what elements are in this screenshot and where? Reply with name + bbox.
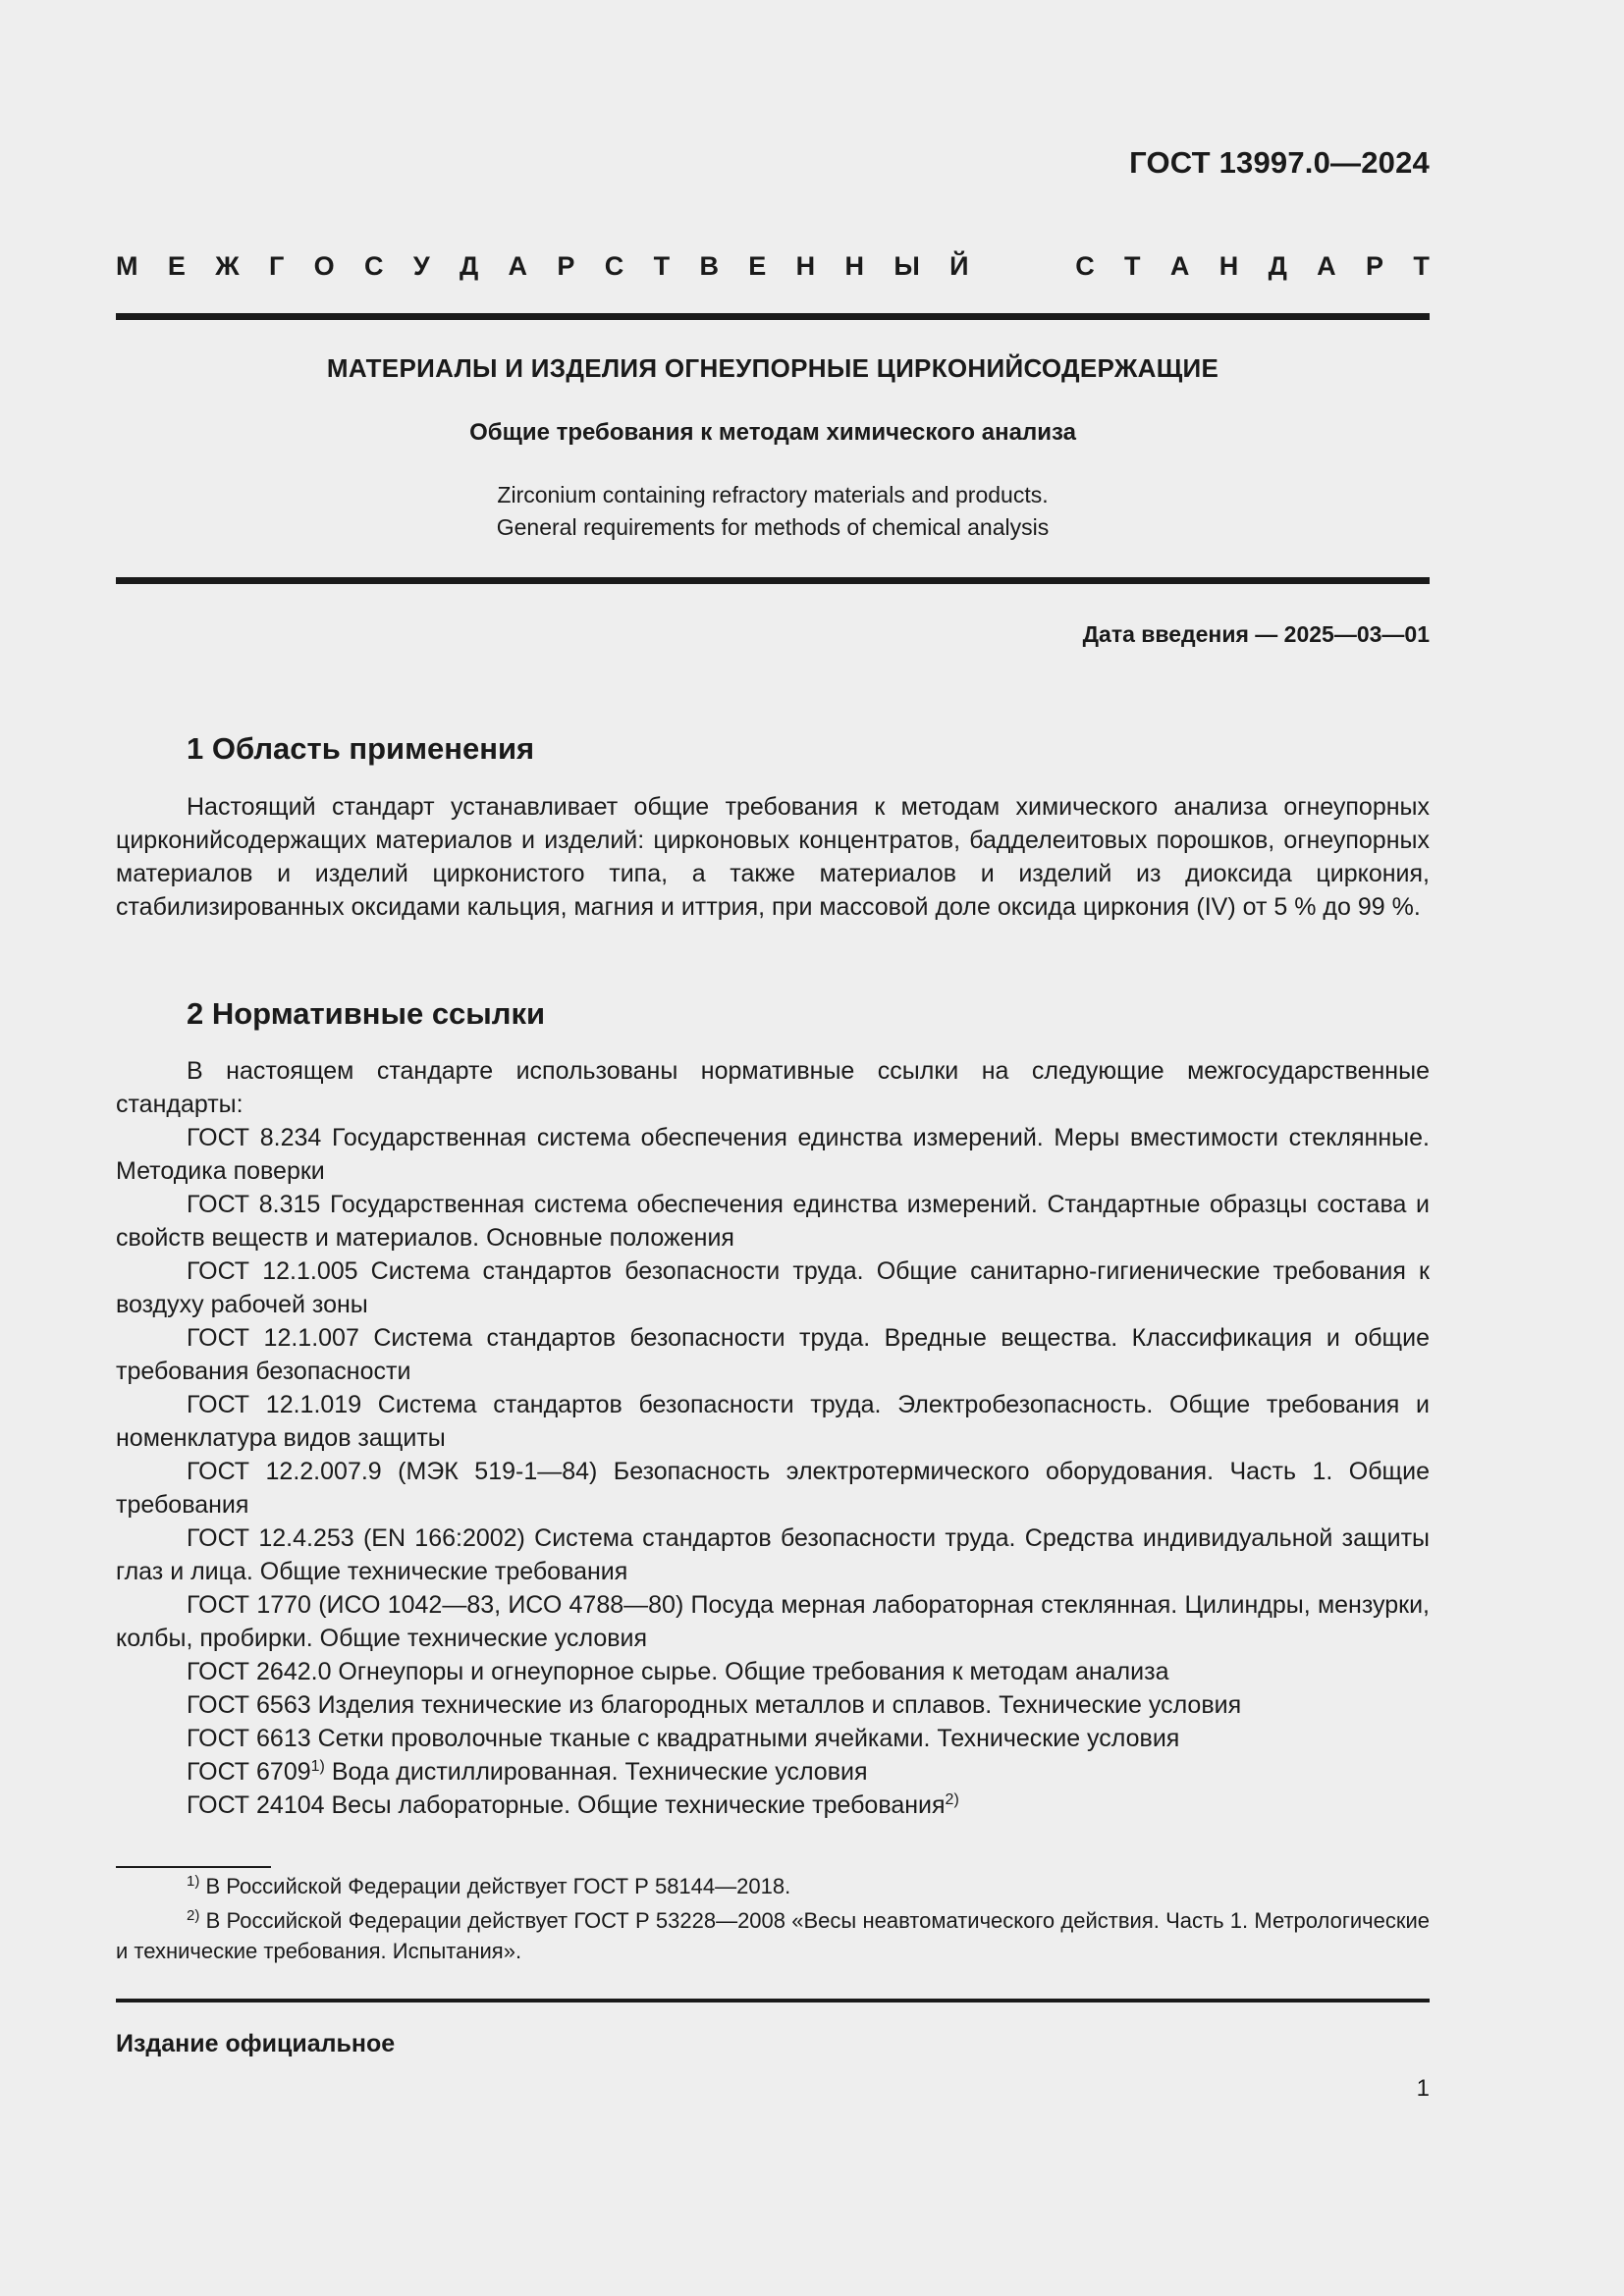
title-rule xyxy=(116,577,1430,584)
english-title-line-1: Zirconium containing refractory materials and products. xyxy=(497,482,1049,507)
reference-text: ГОСТ 24104 Весы лабораторные. Общие технические требования xyxy=(187,1791,946,1819)
heading-letter: Р xyxy=(557,251,575,281)
reference-item: ГОСТ 12.1.019 Система стандартов безопасности труда. Электробезопасность. Общие требования и номенклатура видов защиты xyxy=(116,1391,1430,1452)
heading-letter: О xyxy=(313,251,335,281)
reference-item-gost-6709 xyxy=(116,1755,1430,1789)
document-page xyxy=(116,0,1430,2296)
reference-item: ГОСТ 8.234 Государственная система обеспечения единства измерений. Меры вместимости стеклянные. Методика поверки xyxy=(116,1124,1430,1185)
footer-rule xyxy=(116,1999,1430,2002)
footnote-separator xyxy=(116,1866,271,1868)
footnotes xyxy=(116,1871,1430,1970)
normative-references-list xyxy=(116,1121,1430,1755)
heading-letter: М xyxy=(116,251,138,281)
heading-letter: А xyxy=(1169,251,1190,281)
heading-letter: Д xyxy=(459,251,479,281)
heading-letter: С xyxy=(604,251,624,281)
reference-item: ГОСТ 6563 Изделия технические из благородных металлов и сплавов. Технические условия xyxy=(187,1691,1242,1719)
gost-code: ГОСТ 13997.0—2024 xyxy=(1129,145,1430,180)
footnote-2 xyxy=(116,1905,1430,1966)
heading-letter: Т xyxy=(653,251,671,281)
page-number: 1 xyxy=(1416,2075,1430,2102)
official-edition-label: Издание официальное xyxy=(116,2030,396,2057)
footnote-ref-1: 1) xyxy=(310,1758,325,1775)
heading-letter: А xyxy=(508,251,528,281)
heading-letter: Ж xyxy=(215,251,240,281)
footnote-mark-2: 2) xyxy=(187,1907,200,1924)
heading-letter: В xyxy=(699,251,719,281)
heading-letter: С xyxy=(363,251,384,281)
reference-text: ГОСТ 6709 xyxy=(187,1758,311,1786)
reference-item-gost-24104 xyxy=(116,1789,1430,1822)
english-title-line-2: General requirements for methods of chemical analysis xyxy=(496,514,1050,540)
heading-letter: Н xyxy=(795,251,816,281)
heading-letter: Т xyxy=(1413,251,1430,281)
section-1-paragraph: Настоящий стандарт устанавливает общие требования к методам химического анализа огнеупорных цирконийсодержащих материалов и изделий: цирконовых концентратов, бадделеитовых порошков, огнеупорных материалов и изделий цирконистого типа, а также материалов и изделий из диоксида циркония, стабилизированных оксидами кальция, магния и иттрия, при массовой доле оксида циркония (IV) от 5 % до 99 %. xyxy=(116,793,1430,921)
heading-letter: Н xyxy=(844,251,864,281)
reference-item: ГОСТ 12.1.005 Система стандартов безопасности труда. Общие санитарно-гигиенические требования к воздуху рабочей зоны xyxy=(116,1257,1430,1318)
reference-text: Вода дистиллированная. Технические условия xyxy=(324,1758,868,1786)
footnote-mark-1: 1) xyxy=(187,1873,200,1890)
heading-letter: Г xyxy=(268,251,285,281)
reference-item: ГОСТ 8.315 Государственная система обеспечения единства измерений. Стандартные образцы состава и свойств веществ и материалов. Основные положения xyxy=(116,1191,1430,1252)
section-1-heading: 1 Область применения xyxy=(187,731,535,766)
heading-letter: Ы xyxy=(893,251,920,281)
footnote-1-text: В Российской Федерации действует ГОСТ Р 58144—2018. xyxy=(199,1874,791,1898)
heading-letter: С xyxy=(1075,251,1095,281)
reference-item: ГОСТ 6613 Сетки проволочные тканые с квадратными ячейками. Технические условия xyxy=(187,1725,1180,1752)
heading-letter: Н xyxy=(1218,251,1239,281)
heading-letter: Т xyxy=(1124,251,1141,281)
heading-letter: Е xyxy=(167,251,186,281)
footnote-2-text: В Российской Федерации действует ГОСТ Р 53228—2008 «Весы неавтоматического действия. Часть 1. Метрологические и технические требования. Испытания». xyxy=(116,1908,1430,1963)
interstate-standard-heading xyxy=(116,251,1430,282)
reference-item: ГОСТ 12.1.007 Система стандартов безопасности труда. Вредные вещества. Классификация и общие требования безопасности xyxy=(116,1324,1430,1385)
english-title xyxy=(116,479,1430,544)
section-2-heading: 2 Нормативные ссылки xyxy=(187,996,546,1031)
footnote-1 xyxy=(116,1871,1430,1901)
section-1-body xyxy=(116,790,1430,924)
footnote-ref-2: 2) xyxy=(945,1791,959,1808)
document-title: МАТЕРИАЛЫ И ИЗДЕЛИЯ ОГНЕУПОРНЫЕ ЦИРКОНИЙСОДЕРЖАЩИЕ xyxy=(326,353,1219,383)
heading-word-gap xyxy=(999,251,1046,282)
heading-letter: Е xyxy=(748,251,767,281)
document-subtitle: Общие требования к методам химического анализа xyxy=(469,419,1076,446)
heading-letter: У xyxy=(412,251,430,281)
reference-item: ГОСТ 12.4.253 (EN 166:2002) Система стандартов безопасности труда. Средства индивидуальной защиты глаз и лица. Общие технические требования xyxy=(116,1524,1430,1585)
heading-letter: А xyxy=(1317,251,1336,281)
introduction-date: Дата введения — 2025—03—01 xyxy=(1082,621,1430,647)
reference-item: ГОСТ 2642.0 Огнеупоры и огнеупорное сырье. Общие требования к методам анализа xyxy=(187,1658,1169,1685)
heading-letter: Р xyxy=(1366,251,1384,281)
section-2-body xyxy=(116,1054,1430,1822)
heading-letter: Д xyxy=(1268,251,1287,281)
reference-item: ГОСТ 1770 (ИСО 1042—83, ИСО 4788—80) Посуда мерная лабораторная стеклянная. Цилиндры, мензурки, колбы, пробирки. Общие технические условия xyxy=(116,1591,1430,1652)
heading-letter: Й xyxy=(949,251,969,281)
header-rule xyxy=(116,313,1430,320)
reference-item: ГОСТ 12.2.007.9 (МЭК 519-1—84) Безопасность электротермического оборудования. Часть 1. Общие требования xyxy=(116,1458,1430,1519)
section-2-intro: В настоящем стандарте использованы нормативные ссылки на следующие межгосударственные стандарты: xyxy=(116,1057,1430,1118)
